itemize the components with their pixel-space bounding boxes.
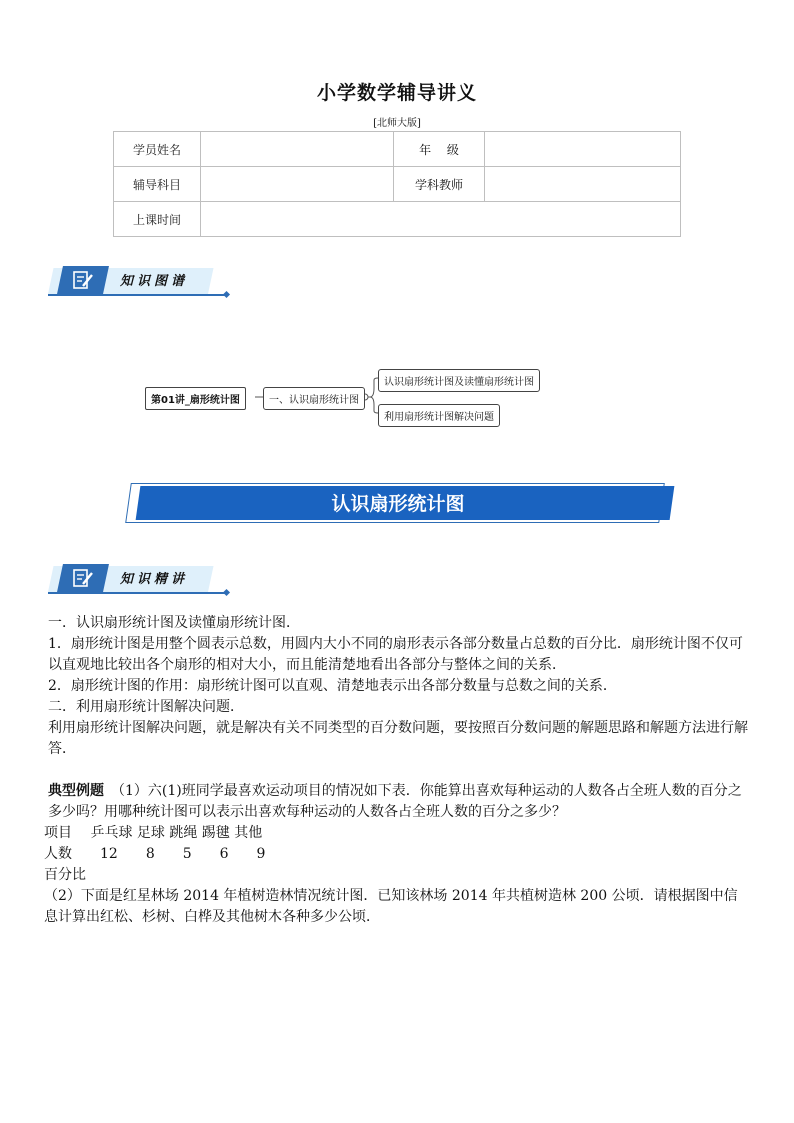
content-paragraph-3: 利用扇形统计图解决问题，就是解决有关不同类型的百分数问题，要按照百分数问题的解题思路和解题方法进行解答． [48,720,748,757]
example-table-items-row: 项目 乒乓球 足球 跳绳 踢毽 其他 [44,825,263,841]
section-header-knowledge-detail [48,564,238,598]
class-time-label: 上课时间 [114,202,201,237]
content-heading-2: 二．利用扇形统计图解决问题． [48,699,244,715]
example-label: 典型例题 [48,783,104,799]
content-paragraph-2: 2．扇形统计图的作用：扇形统计图可以直观、清楚地表示出各部分数量与总数之间的关系． [48,678,617,694]
example-table-people-row: 人数 12 8 5 6 9 [44,846,266,862]
mind-map-root-node: 第01讲_扇形统计图 [145,387,246,410]
section-title-knowledge-detail: 知识精讲 [120,572,189,587]
page-title: 小学数学辅导讲义 [316,82,477,104]
content-paragraph-1: 1．扇形统计图是用整个圆表示总数，用圆内大小不同的扇形表示各部分数量占总数的百分比．扇形统计图不仅可以直观地比较出各个扇形的相对大小，而且能清楚地看出各部分与整体之间的关系． [48,636,743,673]
teacher-label: 学科教师 [394,167,485,202]
notebook-icon-box [57,564,109,592]
grade-label: 年 级 [394,132,485,167]
mind-map-branch-node: 一、认识扇形统计图 [263,387,365,410]
student-name-label: 学员姓名 [114,132,201,167]
example-table-percent-row: 百分比 [44,867,86,883]
topic-banner-title: 认识扇形统计图 [331,493,465,515]
notebook-pencil-icon [72,567,94,589]
example-question-1: 典型例题 （1）六(1)班同学最喜欢运动项目的情况如下表．你能算出喜欢每种运动的人数各占全班人数的百分之多少吗？用哪种统计图可以表示出喜欢每种运动的人数各占全班人数的百分之多少？ [48,783,742,820]
mind-map-leaf-node-2: 利用扇形统计图解决问题 [378,404,500,427]
topic-banner [122,481,674,523]
section-title-knowledge-map: 知识图谱 [120,274,189,289]
content-heading-1: 一．认识扇形统计图及读懂扇形统计图． [48,615,300,631]
subject-label: 辅导科目 [114,167,201,202]
mind-map-leaf-node-1: 认识扇形统计图及读懂扇形统计图 [378,369,540,392]
lecture-content [44,613,748,928]
edition-label: [北师大版] [373,118,421,129]
example-question-2: （2）下面是红星林场 2014 年植树造林情况统计图．已知该林场 2014 年共植树造林 200 公顷．请根据图中信息计算出红松、杉树、白桦及其他树木各种多少公顷． [44,888,738,925]
